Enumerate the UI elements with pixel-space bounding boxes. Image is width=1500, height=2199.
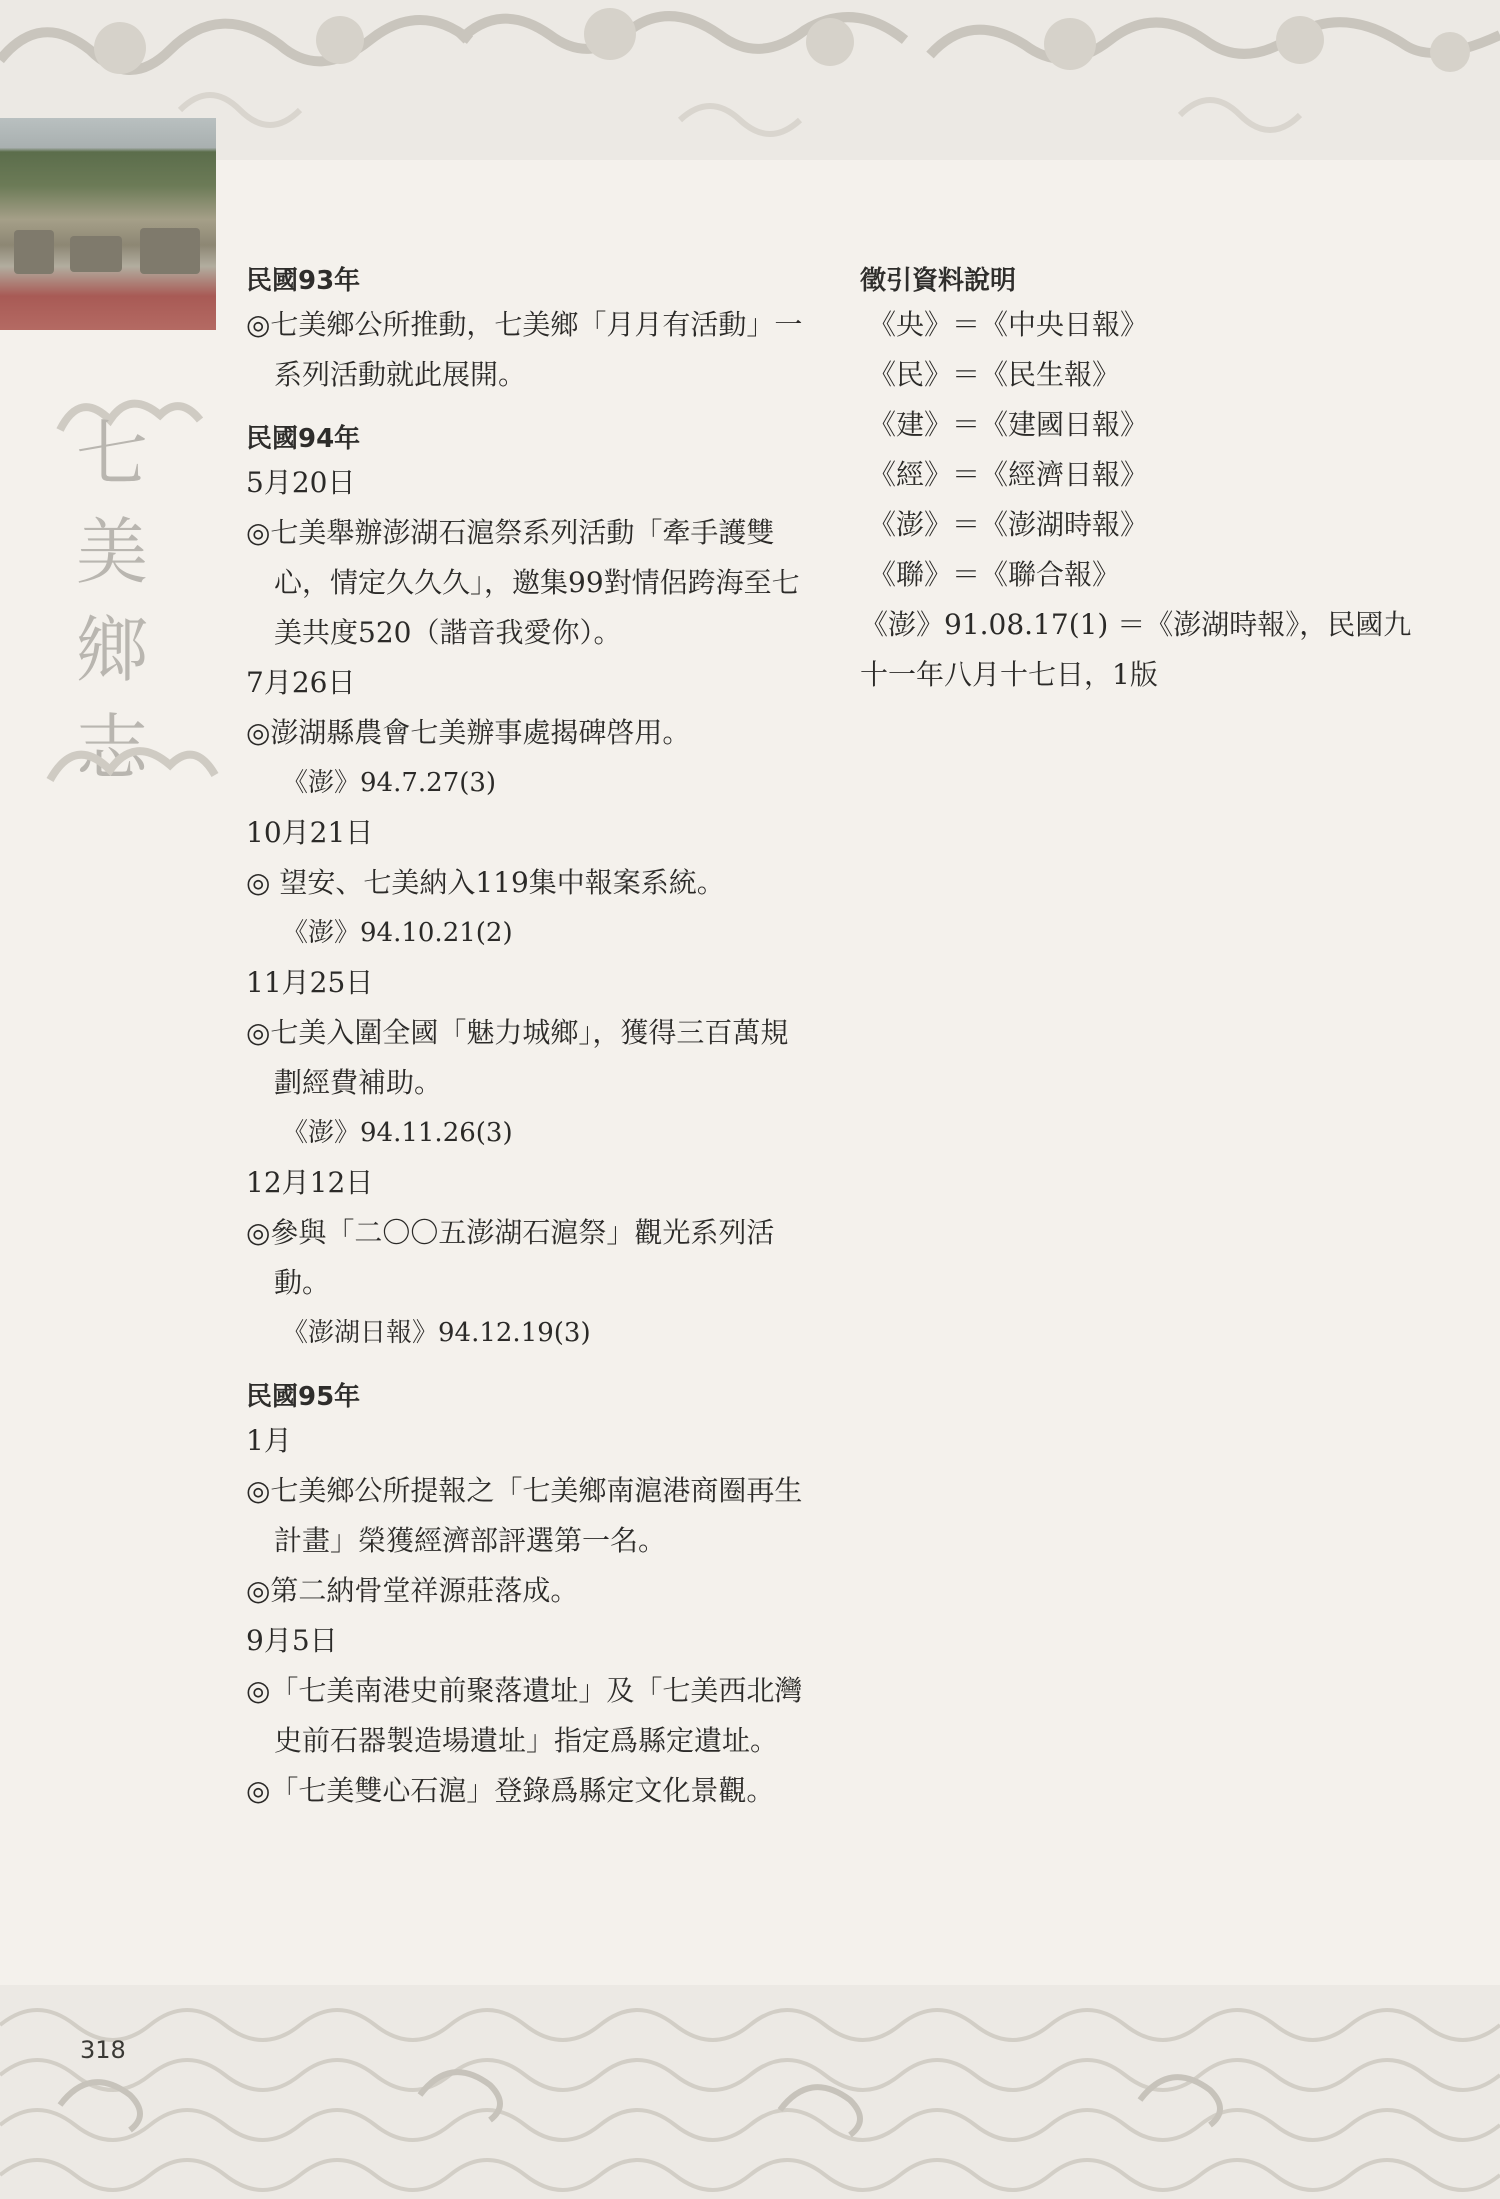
event-date: 9月5日 [246, 1624, 338, 1657]
year-94-heading: 民國94年 [246, 424, 361, 454]
book-title-char-4: 志 [75, 706, 148, 790]
event-source: 《澎》94.11.26(3) [282, 1118, 513, 1148]
event-text: ◎七美鄉公所提報之「七美鄉南滬港商圈再生計畫」榮獲經濟部評選第一名。 [246, 1474, 803, 1557]
stone-wall-photo [0, 118, 216, 330]
year-93-section [246, 262, 806, 400]
right-column [860, 262, 1420, 700]
year-95-section [246, 1378, 806, 1816]
citation-abbrev: 《央》＝《中央日報》 [868, 308, 1149, 341]
year-95-heading: 民國95年 [246, 1382, 361, 1412]
citation-abbrev: 《經》＝《經濟日報》 [868, 458, 1149, 491]
citation-abbrev: 《澎》＝《澎湖時報》 [868, 508, 1149, 541]
book-title-char-3: 鄉 [75, 608, 148, 692]
event-text: ◎ 望安、七美納入119集中報案系統。 [246, 866, 725, 899]
event-text: ◎澎湖縣農會七美辦事處揭碑啓用。 [246, 716, 691, 749]
year-93-entry: ◎七美鄉公所推動，七美鄉「月月有活動」一系列活動就此展開。 [246, 308, 803, 391]
event-source: 《澎》94.10.21(2) [282, 918, 513, 948]
citation-heading: 徵引資料說明 [860, 266, 1017, 296]
cloud-ornament-lower [40, 720, 220, 800]
event-date: 11月25日 [246, 966, 374, 999]
event-date: 5月20日 [246, 466, 356, 499]
event-date: 10月21日 [246, 816, 374, 849]
page-number: 318 [80, 2036, 126, 2064]
cloud-border-top [0, 0, 1500, 160]
event-text: ◎「七美雙心石滬」登錄爲縣定文化景觀。 [246, 1774, 775, 1807]
event-date: 1月 [246, 1424, 292, 1457]
citation-abbrev: 《建》＝《建國日報》 [868, 408, 1149, 441]
citation-abbrev: 《聯》＝《聯合報》 [868, 558, 1121, 591]
event-date: 7月26日 [246, 666, 356, 699]
book-title-char-2: 美 [75, 510, 148, 594]
citation-example: 《澎》91.08.17(1) ＝《澎湖時報》，民國九十一年八月十七日，1版 [860, 608, 1412, 691]
event-text: ◎七美入圍全國「魅力城鄉」，獲得三百萬規劃經費補助。 [246, 1016, 789, 1099]
year-94-section [246, 420, 806, 1358]
event-text: ◎「七美南港史前聚落遺址」及「七美西北灣史前石器製造場遺址」指定爲縣定遺址。 [246, 1674, 803, 1757]
event-source: 《澎湖日報》94.12.19(3) [282, 1318, 591, 1348]
event-text: ◎七美舉辦澎湖石滬祭系列活動「牽手護雙心，情定久久久」，邀集99對情侶跨海至七美共度520（諧音我愛你）。 [246, 516, 800, 649]
event-text: ◎第二納骨堂祥源莊落成。 [246, 1574, 579, 1607]
book-title-char-1: 七 [75, 412, 148, 496]
year-93-heading: 民國93年 [246, 266, 361, 296]
wave-border-bottom [0, 1985, 1500, 2199]
event-date: 12月12日 [246, 1166, 374, 1199]
event-source: 《澎》94.7.27(3) [282, 768, 497, 798]
left-column [246, 262, 806, 1836]
citation-abbrev: 《民》＝《民生報》 [868, 358, 1121, 391]
event-text: ◎參與「二〇〇五澎湖石滬祭」觀光系列活動。 [246, 1216, 775, 1299]
